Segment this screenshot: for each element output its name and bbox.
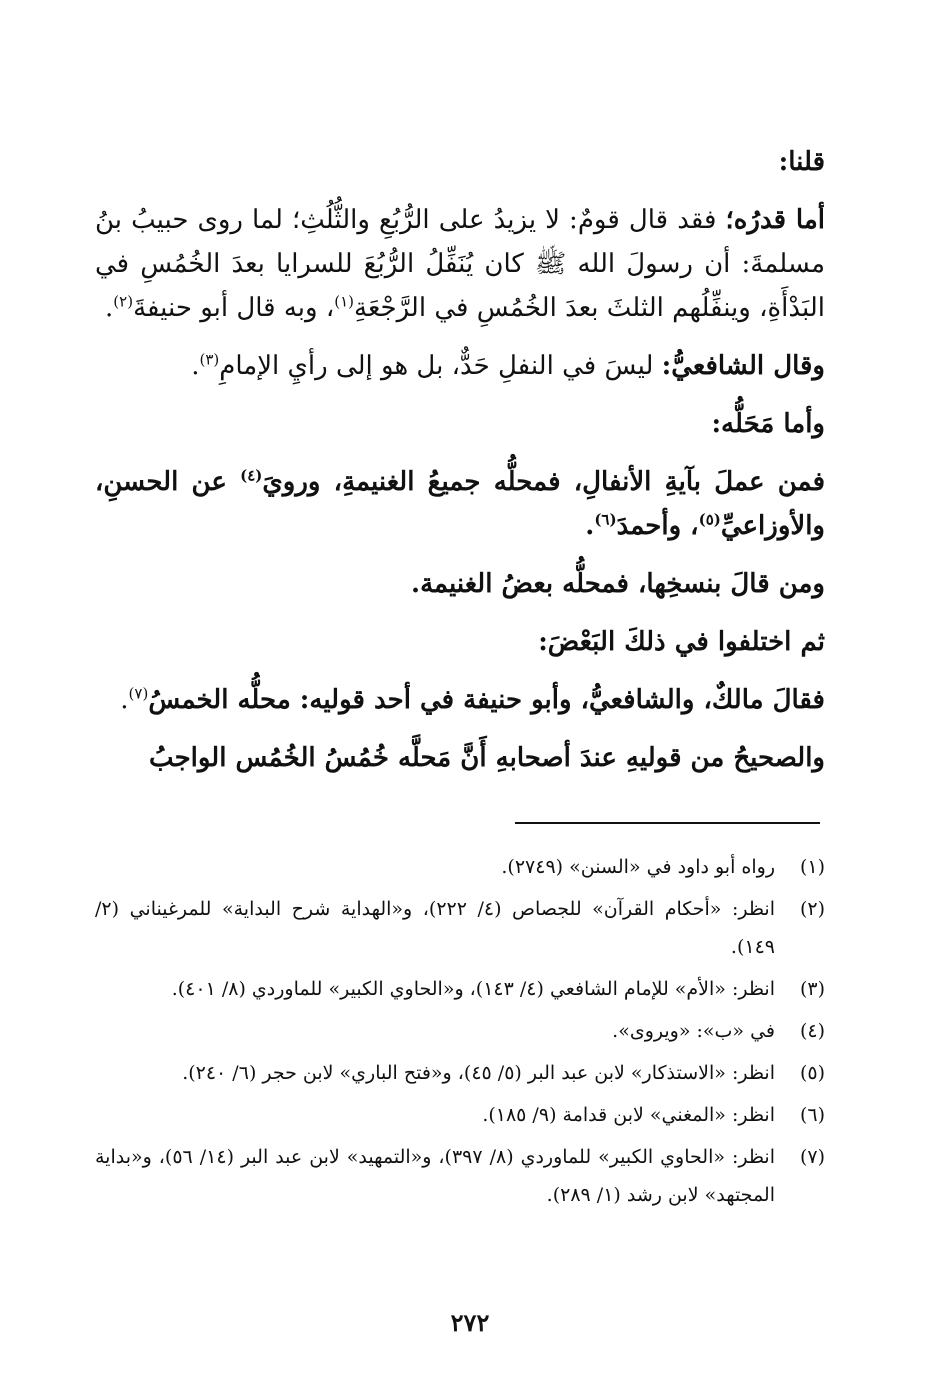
footnote-item	[95, 1012, 825, 1050]
main-text	[95, 140, 825, 794]
footnote-number: (٢)	[799, 898, 825, 920]
paragraph-anfal	[95, 460, 825, 548]
footnote-number: (٥)	[799, 1062, 825, 1084]
paragraph-lead: أما قدرُه؛	[725, 205, 825, 235]
paragraph-lead: فقالَ مالكٌ،	[703, 685, 825, 715]
footnote-item	[95, 970, 825, 1008]
paragraph-text: فمن عملَ بآيةِ الأنفالِ، فمحلُّه جميعُ الغنيمةِ، ورويَ	[262, 467, 825, 497]
paragraph-amount	[95, 198, 825, 330]
paragraph-text: والشافعيُّ، وأبو حنيفة في أحد قوليه: محلُّه الخمسُ	[148, 685, 704, 715]
paragraph-text: ، وأحمدَ	[616, 511, 699, 541]
footnote-text: في «ب»: «ويروى».	[612, 1020, 775, 1042]
footnote-text: انظر: «أحكام القرآن» للجصاص (٤/ ٢٢٢)، و«الهداية شرح البداية» للمرغيناني (٢/ ١٤٩).	[95, 898, 775, 958]
footnote-number: (٦)	[799, 1104, 825, 1126]
page-number: ٢٧٢	[450, 1308, 490, 1337]
footnote-text: انظر: «الحاوي الكبير» للماوردي (٨/ ٣٩٧)، و«التمهيد» لابن عبد البر (١٤/ ٥٦)، و«بداية المجتهد» لابن رشد (١/ ٢٨٩).	[95, 1146, 775, 1206]
footnote-text: رواه أبو داود في «السنن» (٢٧٤٩).	[501, 856, 775, 878]
paragraph-sahih	[95, 736, 825, 780]
footnote-ref[interactable]: (٣)	[199, 350, 220, 369]
paragraph-text: من قوليهِ عندَ أصحابهِ أَنَّ مَحلَّه خُمُسُ الخُمُس الواجبُ	[149, 743, 734, 773]
paragraph-text: عن الحسنِ، والأوزاعيِّ	[95, 467, 825, 541]
footnote-item	[95, 1054, 825, 1092]
footnote-text: انظر: «الأم» للإمام الشافعي (٤/ ١٤٣)، و«الحاوي الكبير» للماوردي (٨/ ٤٠١).	[171, 978, 775, 1000]
paragraph-text: ومن قالَ بنسخِها، فمحلُّه بعضُ الغنيمة.	[411, 569, 825, 599]
heading-qulna: قلنا:	[778, 147, 825, 177]
paragraph-text: ، وبه قال أبو حنيفةَ	[133, 293, 335, 323]
paragraph-end: .	[105, 293, 114, 323]
footnote-text: انظر: «المغني» لابن قدامة (٩/ ١٨٥).	[482, 1104, 775, 1126]
paragraph-end: .	[585, 511, 595, 541]
footnote-ref[interactable]: (٤)	[240, 466, 263, 485]
paragraph-lead: والصحيحُ	[733, 743, 825, 773]
footnote-item	[95, 848, 825, 886]
footnote-number: (١)	[799, 856, 825, 878]
footnote-ref[interactable]: (٥)	[698, 510, 721, 529]
footnote-ref[interactable]: (١)	[334, 292, 355, 311]
footnote-separator	[515, 822, 820, 824]
footnote-text: انظر: «الاستذكار» لابن عبد البر (٥/ ٤٥)، و«فتح الباري» لابن حجر (٦/ ٢٤٠).	[182, 1062, 775, 1084]
footnote-number: (٤)	[799, 1020, 825, 1042]
heading-ikhtalafu: ثم اختلفوا في ذلكَ البَعْضَ:	[538, 627, 825, 657]
paragraph-malik	[95, 678, 825, 722]
paragraph-end: .	[120, 685, 129, 715]
footnote-number: (٧)	[799, 1146, 825, 1168]
footnote-number: (٣)	[799, 978, 825, 1000]
footnote-item	[95, 1096, 825, 1134]
paragraph-naskh	[95, 562, 825, 606]
footnote-ref[interactable]: (٢)	[113, 292, 134, 311]
footnote-ref[interactable]: (٧)	[128, 684, 149, 703]
heading-mahalluh: وأما مَحَلُّه:	[711, 409, 825, 439]
paragraph-shafii	[95, 344, 825, 388]
footnote-item	[95, 1138, 825, 1214]
footnote-item	[95, 890, 825, 966]
paragraph-end: .	[191, 351, 200, 381]
paragraph-text: فقد قال قومٌ: لا يزيدُ على الرُّبُعِ والثُّلُثِ؛ لما روى حبيبُ بنُ مسلمةَ: أن رسولَ الله ﷺ كان يُنَفِّلُ الرُّبُعَ للسرايا بعدَ الخُمُسِ في البَدْأَةِ، وينفِّلُهم الثلثَ بعدَ الخُمُسِ في الرَّجْعَةِ	[95, 205, 825, 323]
footnote-ref[interactable]: (٦)	[594, 510, 617, 529]
paragraph-text: ليسَ في النفلِ حَدٌّ، بل هو إلى رأيِ الإمامِ	[219, 351, 662, 381]
paragraph-lead: وقال الشافعيُّ:	[661, 351, 825, 381]
footnotes	[95, 848, 825, 1218]
